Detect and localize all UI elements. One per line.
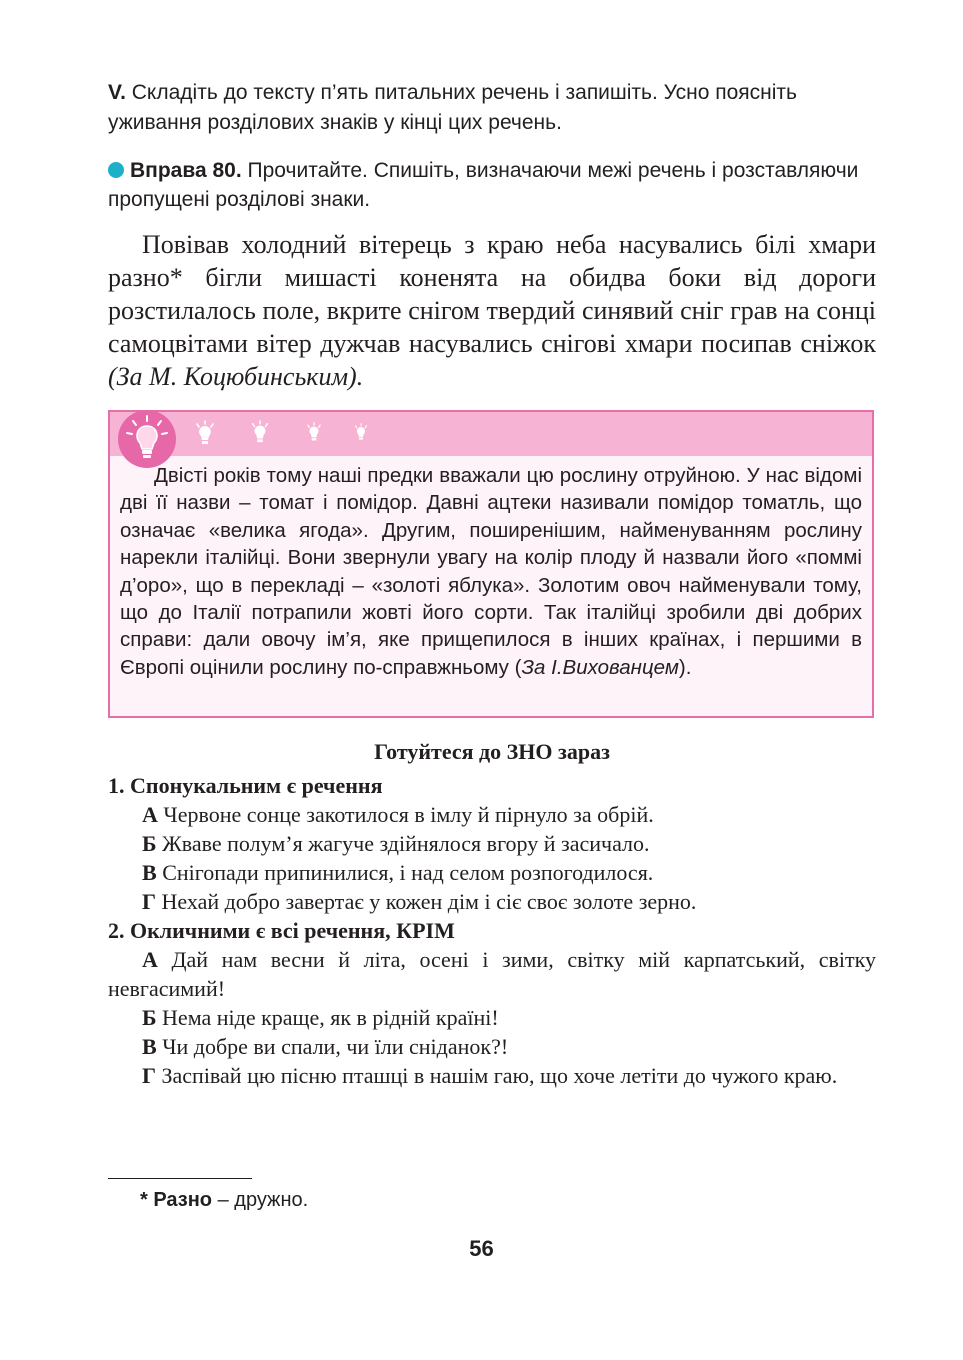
task-v-instruction	[108, 78, 876, 138]
small-bulb-icon	[304, 422, 324, 447]
info-box-header-band	[110, 412, 872, 456]
question-1-option-b: Б Жваве полум’я жагуче здійнялося вгору й засичало.	[142, 831, 650, 856]
question-1	[108, 771, 876, 916]
task-v-text: Складіть до тексту п’ять питальних речень і запишіть. Усно поясніть уживання розділових знаків у кінці цих речень.	[108, 81, 797, 134]
passage-source: (За М. Коцюбинським).	[108, 362, 364, 391]
passage-body: Повівав холодний вітерець з краю неба насувались білі хмари разно* бігли мишасті коненята на обидва боки від дороги розстилалось поле, вкрите снігом твердий синявий сніг грав на сонці самоцвітами вітер дужчав насувались снігові хмари посипав сніжок	[108, 230, 876, 358]
footnote	[140, 1186, 308, 1214]
zno-section-title: Готуйтеся до ЗНО зараз	[374, 739, 610, 764]
exercise-text: Прочитайте. Спишіть, визначаючи межі речень і розставляючи пропущені розділові знаки.	[108, 159, 859, 211]
info-text-end: ).	[678, 655, 692, 679]
question-2-heading: 2. Окличними є всі речення, КРІМ	[108, 918, 455, 943]
footnote-divider	[108, 1178, 252, 1179]
question-1-option-a: А Червоне сонце закотилося в імлу й пірнуло за обрій.	[142, 802, 654, 827]
question-2	[108, 916, 876, 1090]
small-bulb-icon	[352, 423, 370, 446]
question-2-option-b: Б Нема ніде краще, як в рідній країні!	[142, 1005, 499, 1030]
exercise-label: Вправа 80.	[130, 159, 242, 182]
question-1-option-h: Г Нехай добро завертає у кожен дім і сіє своє золоте зерно.	[142, 889, 697, 914]
question-2-option-v: В Чи добре ви спали, чи їли сніданок?!	[142, 1034, 509, 1059]
info-box-text	[120, 462, 862, 681]
small-bulb-icon	[192, 420, 218, 451]
small-bulb-icon	[248, 420, 272, 449]
task-v-label: V.	[108, 81, 126, 104]
scallop-border	[110, 450, 872, 462]
question-1-option-v: В Снігопади припинилися, і над селом розпогодилося.	[142, 860, 654, 885]
exercise-text-passage	[108, 228, 876, 393]
question-2-option-h: Г Заспівай цю пісню пташці в нашім гаю, що хоче летіти до чужого краю.	[142, 1063, 838, 1088]
footnote-definition: – дружно.	[212, 1189, 309, 1211]
info-text-source: За І.Вихованцем	[521, 655, 679, 679]
page-number: 56	[469, 1236, 494, 1261]
question-2-option-a: А Дай нам весни й літа, осені і зими, світку мій карпатський, світку невгасимий!	[108, 947, 876, 1001]
footnote-term: * Разно	[140, 1189, 213, 1211]
question-1-heading: 1. Спонукальним є речення	[108, 773, 383, 798]
info-box	[108, 410, 874, 718]
exercise-80-instruction	[108, 156, 876, 214]
lightbulb-icon	[118, 410, 176, 468]
info-text-body: Двісті років тому наші предки вважали цю рослину отруйною. У нас відомі дві її назви – томат і помідор. Давні ацтеки називали помідор томатль, що означає «велика ягода». Другим, поширенішим, найменуванням рослину нарекли італійці. Вони звернули увагу на колір плоду й назвали його «поммі д’оро», що в перекладі – «золоті яблука». Золотим овоч найменували тому, що до Італії потрапили жовті його сорти. Так італійці зробили дві добрих справи: дали овочу ім’я, яке прищепилося в інших країнах, і першими в Європі оцінили рослину по-справжньому (	[120, 464, 862, 679]
bullet-icon	[108, 162, 124, 178]
